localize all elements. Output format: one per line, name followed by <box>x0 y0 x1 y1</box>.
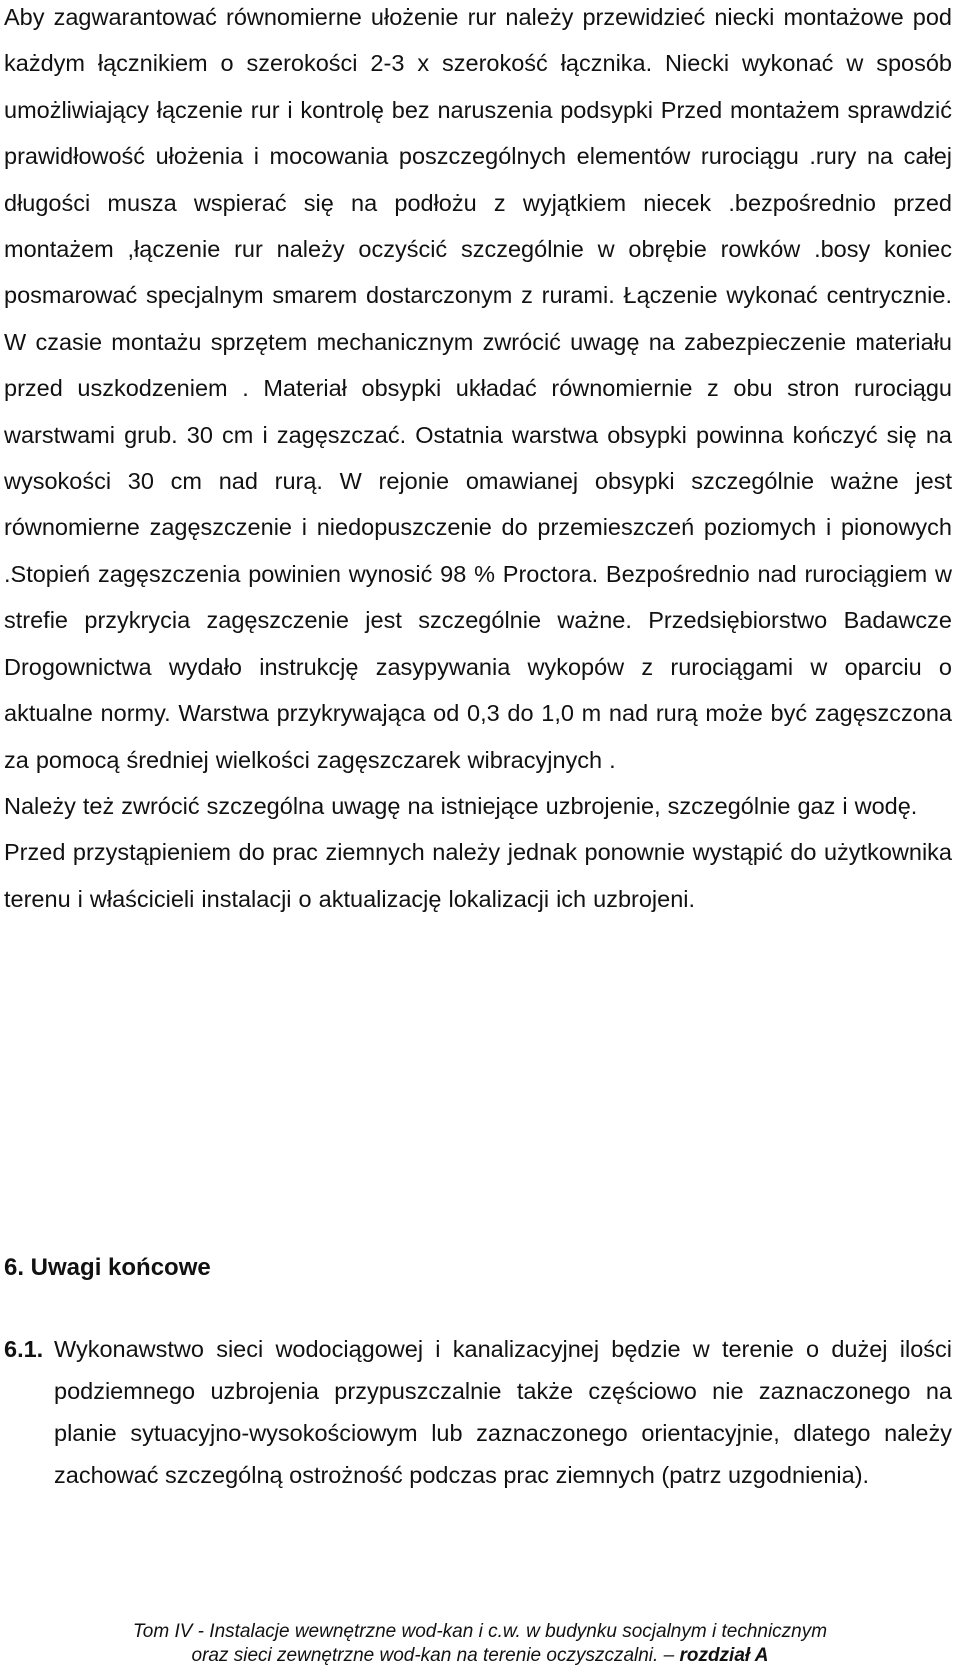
section-heading: 6. Uwagi końcowe <box>4 1254 211 1281</box>
subsection-number: 6.1. <box>4 1336 44 1362</box>
footer-line-1: Tom IV - Instalacje wewnętrzne wod-kan i c.w. w budynku socjalnym i technicznym <box>132 1621 828 1642</box>
page-footer <box>0 1620 960 1668</box>
paragraph-before-earthworks: Przed przystąpieniem do prac ziemnych należy jednak ponownie wystąpić do użytkownika terenu i właścicieli instalacji o aktualizację lokalizacji ich uzbrojeni. <box>4 839 952 912</box>
footer-line-2 <box>0 1644 960 1668</box>
paragraph-installation: Aby zagwarantować równomierne ułożenie rur należy przewidzieć niecki montażowe pod każdym łącznikiem o szerokości 2-3 x szerokość łącznika. Niecki wykonać w sposób umożliwiający łączenie rur i kontrolę bez naruszenia podsypki Przed montażem sprawdzić prawidłowość ułożenia i mocowania poszczególnych elementów rurociągu .rury na całej długości musza wspierać się na podłożu z wyjątkiem niecek .bezpośrednio przed montażem ,łączenie rur należy oczyścić szczególnie w obrębie rowków .bosy koniec posmarować specjalnym smarem dostarczonym z rurami. Łączenie wykonać centrycznie. W czasie montażu sprzętem mechanicznym zwrócić uwagę na zabezpieczenie materiału przed uszkodzeniem . Materiał obsypki układać równomiernie z obu stron rurociągu warstwami grub. 30 cm i zagęszczać. Ostatnia warstwa obsypki powinna kończyć się na wysokości 30 cm nad rurą. W rejonie omawianej obsypki szczególnie ważne jest równomierne zagęszczenie i niedopuszczenie do przemieszczeń poziomych i pionowych .Stopień zagęszczenia powinien wynosić 98 % Proctora. Bezpośrednio nad rurociągiem w strefie przykrycia zagęszczenie jest szczególnie ważne. Przedsiębiorstwo Badawcze Drogownictwa wydało instrukcję zasypywania wykopów z rurociągami w oparciu o aktualne normy. Warstwa przykrywająca od 0,3 do 1,0 m nad rurą może być zagęszczona za pomocą średniej wielkości zagęszczarek wibracyjnych . <box>4 4 952 773</box>
body-text <box>4 0 952 922</box>
subsection-text: Wykonawstwo sieci wodociągowej i kanalizacyjnej będzie w terenie o dużej ilości podziemnego uzbrojenia przypuszczalnie także częściowo nie zaznaczonego na planie sytuacyjno-wysokościowym lub zaznaczonego orientacyjnie, dlatego należy zachować szczególną ostrożność podczas prac ziemnych (patrz uzgodnienia). <box>54 1336 952 1488</box>
footer-section-label: rozdział A <box>679 1645 769 1666</box>
paragraph-utilities-attention: Należy też zwrócić szczególna uwagę na istniejące uzbrojenie, szczególnie gaz i wodę. <box>4 792 918 819</box>
footer-line-2-text: oraz sieci zewnętrzne wod-kan na terenie oczyszczalni. – <box>191 1645 675 1666</box>
subsection-6-1 <box>4 1328 952 1496</box>
